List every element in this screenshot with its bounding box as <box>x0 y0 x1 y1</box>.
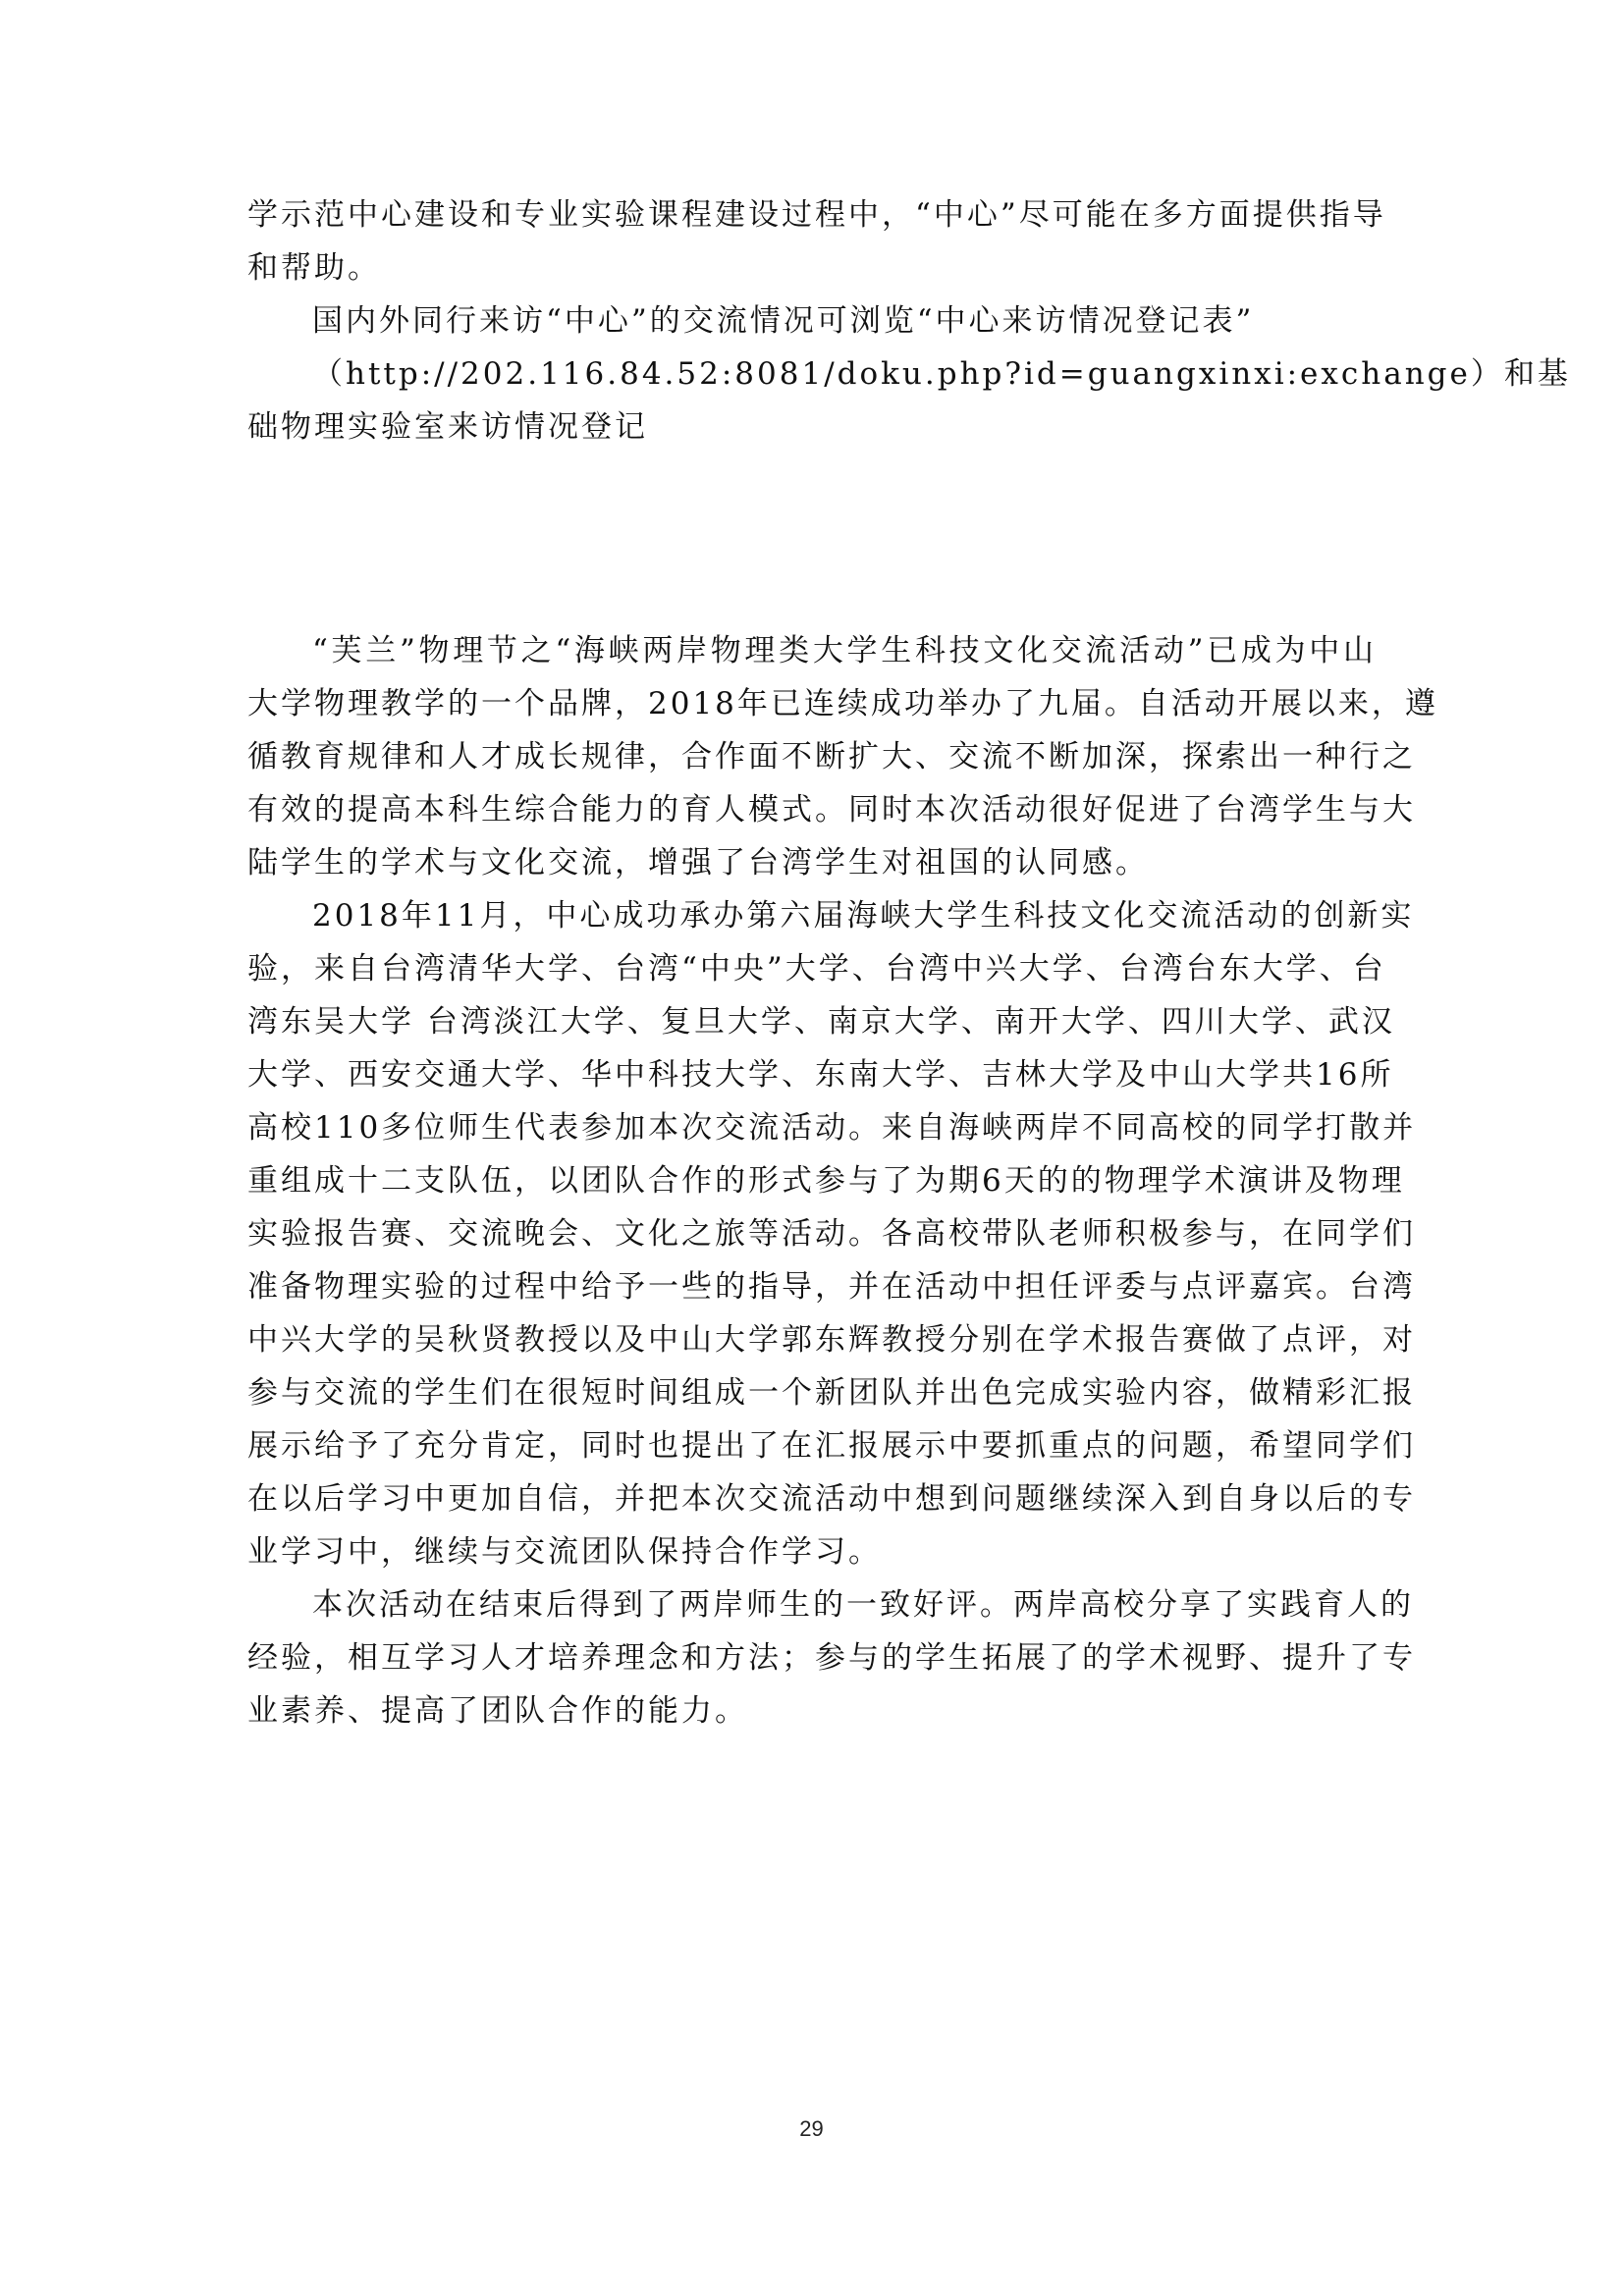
p4-line-3: 湾东吴大学 台湾淡江大学、复旦大学、南京大学、南开大学、四川大学、武汉 <box>247 1004 1395 1040</box>
p4-line-7: 实验报告赛、交流晚会、文化之旅等活动。各高校带队老师积极参与，在同学们 <box>247 1216 1416 1252</box>
p3-line-1: “芙兰”物理节之“海峡两岸物理类大学生科技文化交流活动”已成为中山 <box>312 633 1377 668</box>
p4-line-10: 参与交流的学生们在很短时间组成一个新团队并出色完成实验内容，做精彩汇报 <box>247 1375 1416 1411</box>
p4-line-4: 大学、西安交通大学、华中科技大学、东南大学、吉林大学及中山大学共16所 <box>247 1057 1394 1093</box>
p1-line-2: 和帮助。 <box>247 250 381 286</box>
p2-line-2: （http://202.116.84.52:8081/doku.php?id=guangxinxi:exchange）和基 <box>312 356 1571 392</box>
p5-line-1: 本次活动在结束后得到了两岸师生的一致好评。两岸高校分享了实践育人的 <box>312 1587 1414 1623</box>
p4-line-8: 准备物理实验的过程中给予一些的指导，并在活动中担任评委与点评嘉宾。台湾 <box>247 1269 1416 1305</box>
p1-line-1: 学示范中心建设和专业实验课程建设过程中，“中心”尽可能在多方面提供指导 <box>247 197 1386 233</box>
p3-line-5: 陆学生的学术与文化交流，增强了台湾学生对祖国的认同感。 <box>247 845 1149 881</box>
visitor-link-line-2[interactable] <box>247 507 1377 560</box>
p2-line-1: 国内外同行来访“中心”的交流情况可浏览“中心来访情况登记表” <box>312 303 1255 339</box>
page-number: 29 <box>799 2116 824 2141</box>
p4-line-5: 高校110多位师生代表参加本次交流活动。来自海峡两岸不同高校的同学打散并 <box>247 1110 1417 1146</box>
section-heading <box>247 560 1377 618</box>
p4-line-2: 验，来自台湾清华大学、台湾“中央”大学、台湾中兴大学、台湾台东大学、台 <box>247 951 1386 987</box>
p2-line-3: 础物理实验室来访情况登记 <box>247 409 648 445</box>
p4-line-1: 2018年11月，中心成功承办第六届海峡大学生科技文化交流活动的创新实 <box>312 898 1415 934</box>
p3-line-4: 有效的提高本科生综合能力的育人模式。同时本次活动很好促进了台湾学生与大 <box>247 792 1416 828</box>
p4-line-9: 中兴大学的吴秋贤教授以及中山大学郭东辉教授分别在学术报告赛做了点评，对 <box>247 1322 1416 1358</box>
p5-line-3: 业素养、提高了团队合作的能力。 <box>247 1693 748 1729</box>
p5-line-2: 经验，相互学习人才培养理念和方法；参与的学生拓展了的学术视野、提升了专 <box>247 1640 1416 1676</box>
p4-line-13: 业学习中，继续与交流团队保持合作学习。 <box>247 1534 882 1570</box>
p4-line-11: 展示给予了充分肯定，同时也提出了在汇报展示中要抓重点的问题，希望同学们 <box>247 1428 1416 1464</box>
p3-line-3: 循教育规律和人才成长规律，合作面不断扩大、交流不断加深，探索出一种行之 <box>247 739 1416 774</box>
p4-line-6: 重组成十二支队伍，以团队合作的形式参与了为期6天的的物理学术演讲及物理 <box>247 1163 1405 1199</box>
p3-line-2: 大学物理教学的一个品牌，2018年已连续成功举办了九届。自活动开展以来，遵 <box>247 686 1438 721</box>
page-content <box>247 188 1571 1737</box>
visitor-link-line-1[interactable] <box>247 454 1377 507</box>
p4-line-12: 在以后学习中更加自信，并把本次交流活动中想到问题继续深入到自身以后的专 <box>247 1481 1416 1517</box>
